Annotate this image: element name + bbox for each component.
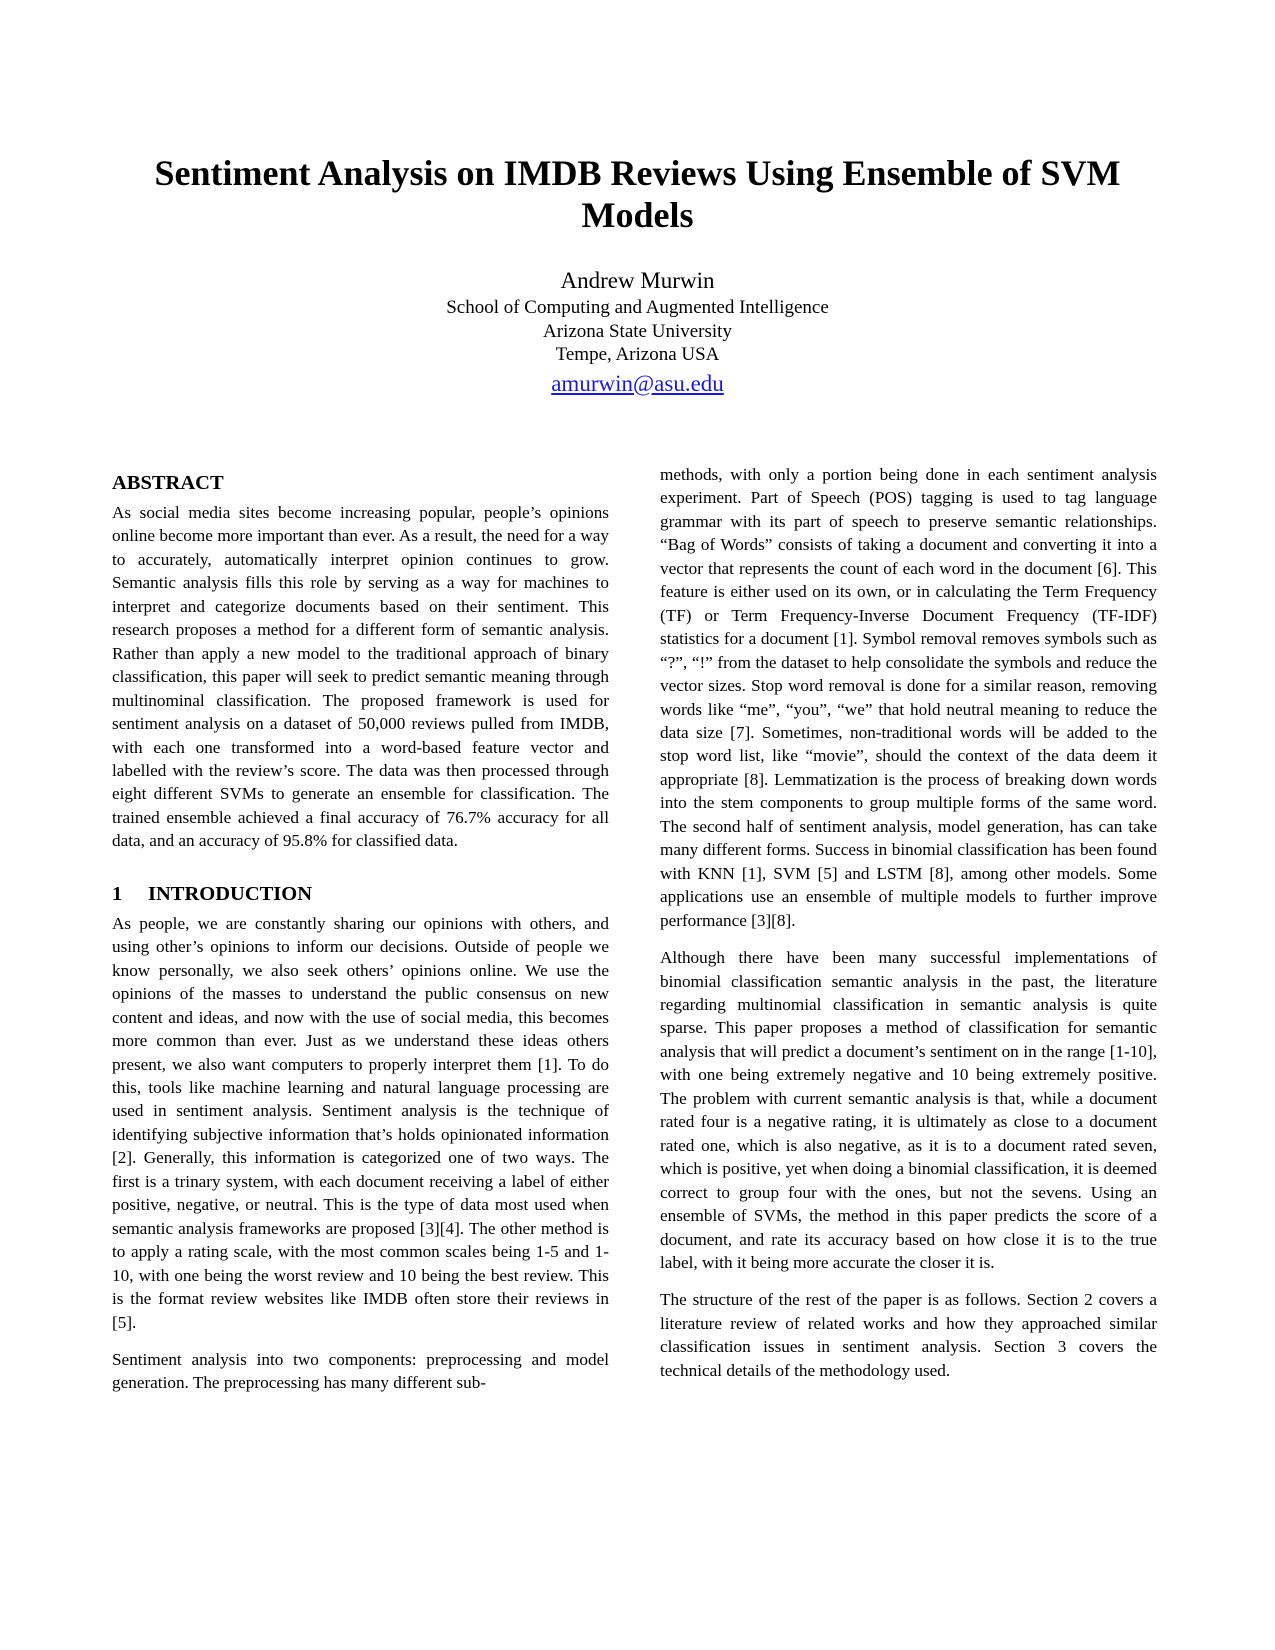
affiliation-department: School of Computing and Augmented Intelligence (446, 297, 829, 318)
author-block (100, 266, 1175, 400)
introduction-heading (112, 881, 609, 907)
abstract-heading: ABSTRACT (112, 472, 224, 494)
section-number: 1 (112, 882, 123, 905)
right-column (660, 463, 1157, 1382)
intro-paragraph: As people, we are constantly sharing our opinions with others, and using other’s opinions to inform our decisions. Outside of people we know personally, we also seek others’ opinions online. We use the opinions of the masses to understand the public consensus on new content and ideas, and now with the use of social media, this becomes more common than ever. Just as we understand these ideas others present, we also want computers to properly interpret them [1]. To do this, tools like machine learning and natural language processing are used in sentiment analysis. Sentiment analysis is the technique of identifying subjective information that’s holds opinionated information [2]. Generally, this information is categorized one of two ways. The first is a trinary system, with each document receiving a label of either positive, negative, or neutral. This is the type of data most used when semantic analysis frameworks are proposed [3][4]. The other method is to apply a rating scale, with the most common scales being 1-5 and 1-10, with one being the worst review and 10 being the best review. This is the format review websites like IMDB often store their reviews in [5]. (112, 913, 609, 1332)
affiliation-location: Tempe, Arizona USA (555, 344, 720, 365)
author-name: Andrew Murwin (560, 268, 715, 293)
intro-paragraph: Although there have been many successful implementations of binomial classification semantic analysis in the past, the literature regarding multinomial classification in semantic analysis is quite sparse. This paper proposes a method of classification for semantic analysis that will predict a document’s sentiment on in the range [1-10], with one being extremely negative and 10 being extremely positive. The problem with current semantic analysis is that, while a document rated four is a negative rating, it is ultimately as close to a document rated one, which is also negative, as it is to a document rated seven, which is positive, yet when doing a binomial classification, it is deemed correct to group four with the ones, but not the sevens. Using an ensemble of SVMs, the method in this paper predicts the score of a document, and rate its accuracy based on how close it is to the true label, with it being more accurate the closer it is. (660, 948, 1157, 1272)
section-title: INTRODUCTION (148, 882, 313, 905)
abstract-text: As social media sites become increasing popular, people’s opinions online become more important than ever. As a result, the need for a way to accurately, automatically interpret opinion continues to grow. Semantic analysis fills this role by serving as a way for machines to interpret and categorize documents based on their sentiment. This research proposes a method for a different form of semantic analysis. Rather than apply a new model to the traditional approach of binary classification, this paper will seek to predict semantic meaning through multinominal classification. The proposed framework is used for sentiment analysis on a dataset of 50,000 reviews pulled from IMDB, with each one transformed into a word-based feature vector and labelled with the review’s score. The data was then processed through eight different SVMs to generate an ensemble for classification. The trained ensemble achieved a final accuracy of 76.7% accuracy for all data, and an accuracy of 95.8% for classified data. (112, 503, 609, 851)
left-column (112, 470, 609, 1395)
intro-paragraph: Sentiment analysis into two components: preprocessing and model generation. The preprocessing has many different sub- (112, 1349, 609, 1393)
intro-paragraph: The structure of the rest of the paper is as follows. Section 2 covers a literature review of related works and how they approached similar classification issues in sentiment analysis. Section 3 covers the technical details of the methodology used. (660, 1290, 1157, 1380)
affiliation-university: Arizona State University (543, 320, 732, 342)
paper-title: Sentiment Analysis on IMDB Reviews Using Ensemble of SVM Models (154, 153, 1121, 235)
intro-paragraph: methods, with only a portion being done in each sentiment analysis experiment. Part of Speech (POS) tagging is used to tag language grammar with its part of speech to preserve semantic relationships. “Bag of Words” consists of taking a document and converting it into a vector that represents the count of each word in the document [6]. This feature is either used on its own, or in calculating the Term Frequency (TF) or Term Frequency-Inverse Document Frequency (TF-IDF) statistics for a document [1]. Symbol removal removes symbols such as “?”, “!” from the dataset to help consolidate the symbols and reduce the vector sizes. Stop word removal is done for a similar reason, removing words like “me”, “you”, “we” that hold neutral meaning to reduce the data size [7]. Sometimes, non-traditional words will be added to the stop word list, like “movie”, should the context of the data deem it appropriate [8]. Lemmatization is the process of breaking down words into the stem components to group multiple forms of the same word. The second half of sentiment analysis, model generation, has can take many different forms. Success in binomial classification has been found with KNN [1], SVM [5] and LSTM [8], among other models. Some applications use an ensemble of multiple models to further improve performance [3][8]. (660, 465, 1157, 930)
author-email-link[interactable]: amurwin@asu.edu (551, 370, 724, 396)
